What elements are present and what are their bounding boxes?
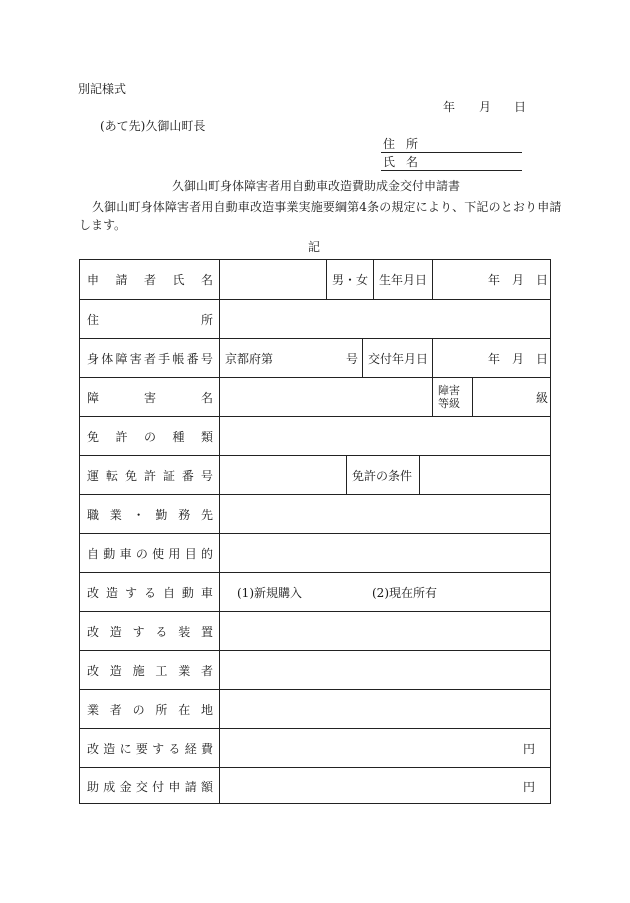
row-vehicle-to-modify [80, 572, 550, 611]
ki-label: 記 [308, 240, 321, 254]
handbook-number-unit: 号 [346, 351, 359, 366]
label-vehicle-to-modify: 改 造 す る 自 動 車 [87, 585, 213, 600]
row-vehicle-purpose [80, 533, 550, 572]
issue-month-unit: 月 [512, 351, 525, 366]
label-subsidy-amount: 助 成 金 交 付 申 請 額 [87, 780, 213, 794]
birth-month-unit: 月 [512, 273, 525, 287]
address-label-2: 所 [406, 137, 419, 151]
row-subsidy-amount [80, 767, 550, 805]
label-license-number: 運 転 免 許 証 番 号 [87, 468, 213, 483]
row-modification-device [80, 611, 550, 650]
date-month: 月 [479, 100, 492, 114]
date-year: 年 [443, 100, 456, 114]
grade-unit: 級 [536, 390, 549, 405]
label-contractor-address: 業 者 の 所 在 地 [87, 702, 213, 717]
kyoto-pref-prefix: 京都府第 [225, 351, 274, 366]
issue-year-unit: 年 [488, 351, 501, 366]
birth-year-unit: 年 [488, 273, 501, 287]
disability-grade-label: 障害 等級 [438, 384, 460, 410]
label-occupation: 職 業 ・ 勤 務 先 [87, 507, 213, 522]
row-disability-name [80, 377, 550, 416]
birth-date-label: 生年月日 [379, 273, 428, 287]
label-applicant-name: 申 請 者 氏 名 [87, 273, 213, 287]
row-applicant-name [80, 260, 550, 299]
issue-date-label: 交付年月日 [368, 351, 429, 366]
document-title: 久御山町身体障害者用自動車改造費助成金交付申請書 [172, 179, 461, 193]
issue-day-unit: 日 [536, 351, 549, 366]
row-license-number [80, 455, 550, 494]
label-address: 住 所 [87, 312, 213, 327]
name-line[interactable] [381, 170, 522, 171]
row-license-type [80, 416, 550, 455]
addressee: (あて先)久御山町長 [100, 119, 206, 133]
sex-select[interactable]: 男・女 [332, 273, 369, 287]
form-label: 別記様式 [78, 82, 127, 96]
body-text-line2: します。 [79, 218, 127, 232]
option-currently-owned[interactable]: (2)現在所有 [372, 585, 437, 600]
row-modification-cost [80, 728, 550, 767]
cost-yen-unit: 円 [523, 741, 536, 756]
body-text-line1: 久御山町身体障害者用自動車改造事業実施要綱第4条の規定により、下記のとおり申請 [92, 200, 562, 214]
subsidy-yen-unit: 円 [523, 780, 536, 794]
label-handbook-number: 身 体 障 害 者 手 帳 番 号 [87, 351, 213, 366]
label-modification-device: 改 造 す る 装 置 [87, 624, 213, 639]
label-modification-cost: 改 造 に 要 す る 経 費 [87, 741, 213, 756]
date-day: 日 [514, 100, 527, 114]
name-label-2: 名 [406, 155, 419, 169]
row-occupation [80, 494, 550, 533]
label-disability-name: 障 害 名 [87, 390, 213, 405]
row-contractor [80, 650, 550, 689]
license-condition-label: 免許の条件 [352, 468, 413, 483]
option-new-purchase[interactable]: (1)新規購入 [237, 585, 302, 600]
address-line[interactable] [381, 152, 522, 153]
application-table [79, 259, 551, 804]
label-vehicle-purpose: 自 動 車 の 使 用 目 的 [87, 546, 213, 561]
label-license-type: 免 許 の 種 類 [87, 429, 213, 444]
row-address [80, 299, 550, 338]
address-label-1: 住 [383, 137, 396, 151]
birth-day-unit: 日 [536, 273, 549, 287]
row-contractor-address [80, 689, 550, 728]
name-label-1: 氏 [383, 155, 396, 169]
row-handbook-number [80, 338, 550, 377]
label-contractor: 改 造 施 工 業 者 [87, 663, 213, 678]
